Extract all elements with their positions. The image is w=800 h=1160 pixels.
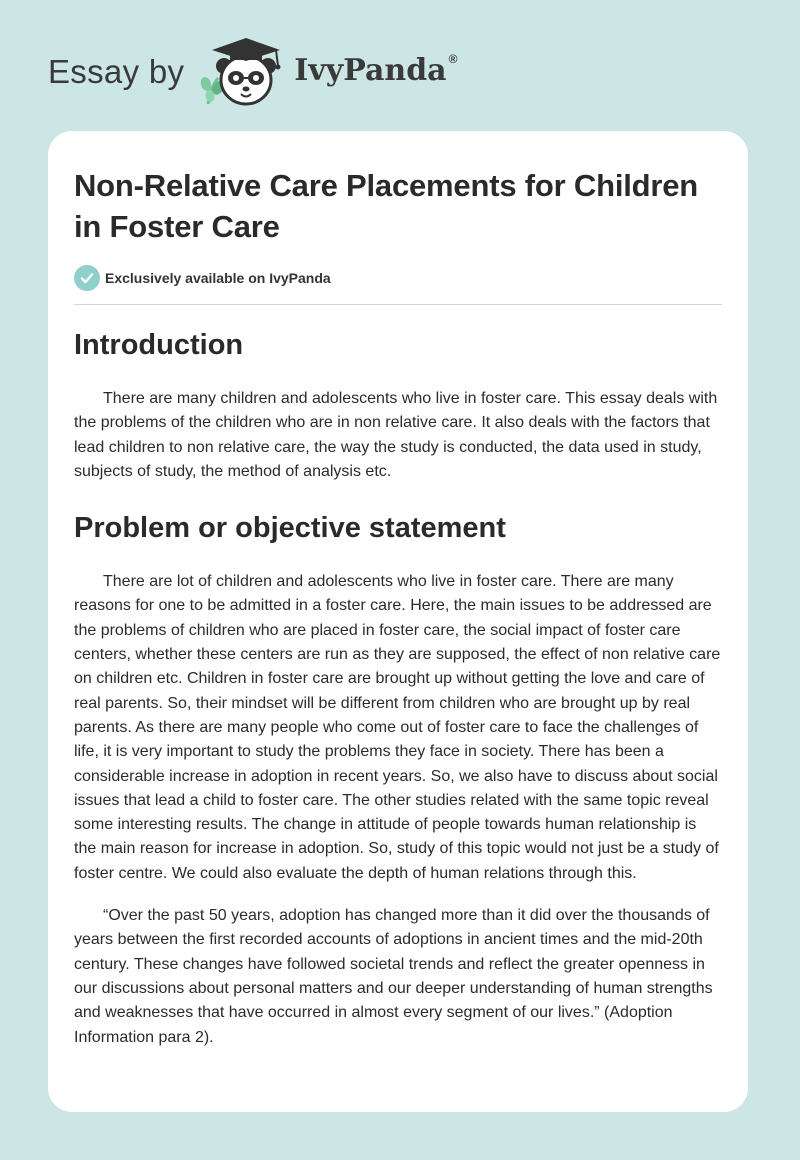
- brand-name: IvyPanda: [294, 53, 447, 88]
- panda-graduate-logo-icon: [198, 34, 290, 108]
- exclusive-badge: [74, 265, 722, 291]
- registered-mark: ®: [448, 52, 458, 66]
- brand-header[interactable]: [48, 34, 457, 108]
- paragraph: There are lot of children and adolescents who live in foster care. There are many reasons for one to be admitted in a foster care. Here, the main issues to be addressed are the problems of children who are placed in foster care, the social impact of foster care centers, whether these centers are run as they are supposed, the effect of non relative care on children etc. Children in foster care are brought up without getting the love and care of real parents. So, their mindset will be different from children who are brought up by real parents. As there are many people who come out of foster care to face the challenges of life, it is very important to study the problems they face in society. There has been a considerable increase in adoption in recent years. So, we also have to discuss about social issues that lead a child to foster care. The other studies related with the same topic reveal some interesting results. The change in attitude of people towards human relationship is the main reason for increase in adoption. So, study of this topic would not just be a study of foster centre. We could also evaluate the depth of human relations through this.: [74, 573, 721, 882]
- section-heading-introduction: Introduction: [74, 329, 244, 361]
- brand-prefix: Essay by: [48, 52, 185, 90]
- checkmark-icon: [74, 265, 100, 291]
- divider: [74, 304, 722, 305]
- essay-title: Non-Relative Care Placements for Children in Foster Care: [74, 168, 699, 244]
- essay-card: [48, 131, 748, 1112]
- paragraph: There are many children and adolescents who live in foster care. This essay deals with the problems of the children who are in non relative care. It also deals with the factors that lead children to non relative care, the way the study is conducted, the data used in study, subjects of study, the method of analysis etc.: [74, 390, 718, 480]
- badge-text: Exclusively available on IvyPanda: [105, 270, 331, 286]
- section-heading-problem-statement: Problem or objective statement: [74, 512, 506, 545]
- quote-paragraph: “Over the past 50 years, adoption has changed more than it did over the thousands of years between the first recorded accounts of adoptions in ancient times and the mid-20th century. These changes have followed societal trends and reflect the greater openness in our discussions about personal matters and our deeper understanding of human strengths and weaknesses that have occurred in almost every segment of our lives.” (Adoption Information para 2).: [74, 907, 713, 1046]
